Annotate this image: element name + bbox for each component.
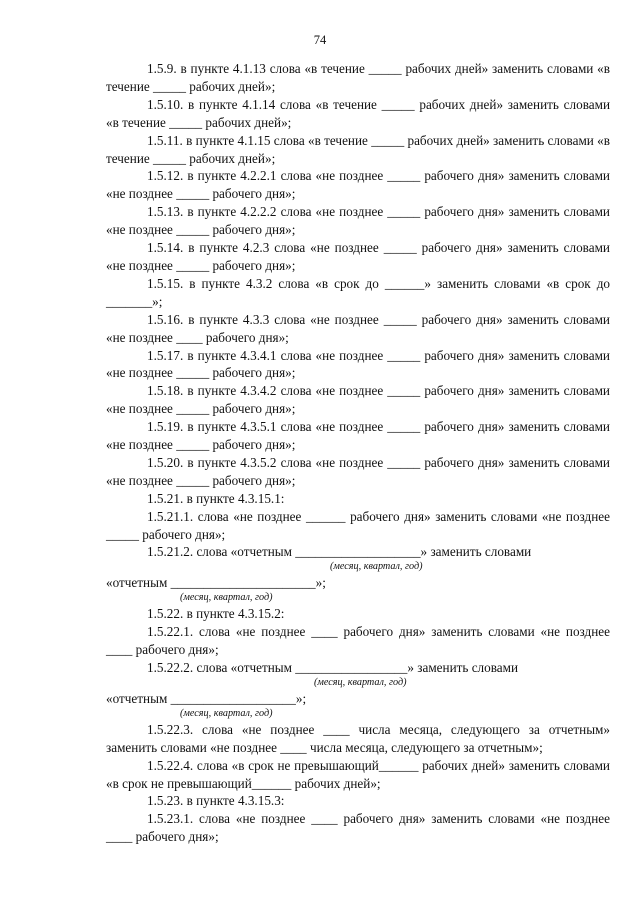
- paragraph-1-5-10: 1.5.10. в пункте 4.1.14 слова «в течение _____ рабочих дней» заменить словами «в течение _____ рабочих дней»;: [106, 96, 610, 130]
- hint-month-quarter-year: (месяц, квартал, год): [330, 561, 423, 573]
- paragraph-1-5-15: 1.5.15. в пункте 4.3.2 слова «в срок до ______» заменить словами «в срок до _______»;: [106, 275, 610, 309]
- paragraph-1-5-22-3: 1.5.22.3. слова «не позднее ____ числа месяца, следующего за отчетным» заменить словами «не позднее ____ числа месяца, следующего за отчетным»;: [106, 721, 610, 755]
- paragraph-1-5-16: 1.5.16. в пункте 4.3.3 слова «не позднее _____ рабочего дня» заменить словами «не позднее ____ рабочего дня»;: [106, 311, 610, 345]
- paragraph-1-5-19: 1.5.19. в пункте 4.3.5.1 слова «не позднее _____ рабочего дня» заменить словами «не позднее _____ рабочего дня»;: [106, 419, 610, 453]
- paragraph-1-5-20: 1.5.20. в пункте 4.3.5.2 слова «не позднее _____ рабочего дня» заменить словами «не позднее _____ рабочего дня»;: [106, 454, 610, 488]
- paragraph-1-5-21-2: 1.5.21.2. слова «отчетным ___________________» заменить словами: [147, 544, 532, 560]
- paragraph-1-5-11: 1.5.11. в пункте 4.1.15 слова «в течение _____ рабочих дней» заменить словами «в течение _____ рабочих дней»;: [106, 132, 610, 166]
- paragraph-1-5-14: 1.5.14. в пункте 4.2.3 слова «не позднее _____ рабочего дня» заменить словами «не позднее _____ рабочего дня»;: [106, 240, 610, 273]
- paragraph-1-5-22-1: 1.5.22.1. слова «не позднее ____ рабочего дня» заменить словами «не позднее ____ рабочего дня»;: [106, 624, 610, 658]
- paragraph-1-5-23-1: 1.5.23.1. слова «не позднее ____ рабочего дня» заменить словами «не позднее ____ рабочего дня»;: [106, 811, 610, 845]
- paragraph-1-5-21-1: 1.5.21.1. слова «не позднее ______ рабочего дня» заменить словами «не позднее _____ рабочего дня»;: [106, 508, 610, 542]
- otchetnym-line-2: «отчетным ___________________»;: [106, 690, 307, 706]
- paragraph-1-5-12: 1.5.12. в пункте 4.2.2.1 слова «не позднее _____ рабочего дня» заменить словами «не позднее _____ рабочего дня»;: [106, 168, 610, 202]
- paragraph-1-5-22-4: 1.5.22.4. слова «в срок не превышающий______ рабочих дней» заменить словами «в срок не превышающий______ рабочих дней»;: [106, 757, 610, 791]
- paragraph-1-5-18: 1.5.18. в пункте 4.3.4.2 слова «не позднее _____ рабочего дня» заменить словами «не позднее _____ рабочего дня»;: [106, 383, 610, 417]
- page-number: 74: [313, 33, 327, 47]
- document-body: [106, 60, 610, 846]
- paragraph-1-5-22-2: 1.5.22.2. слова «отчетным _________________» заменить словами: [147, 660, 519, 675]
- hint-month-quarter-year: (месяц, квартал, год): [180, 592, 273, 604]
- paragraph-1-5-23: 1.5.23. в пункте 4.3.15.3:: [147, 793, 285, 809]
- paragraph-1-5-21: 1.5.21. в пункте 4.3.15.1:: [147, 490, 285, 506]
- paragraph-1-5-9: 1.5.9. в пункте 4.1.13 слова «в течение _____ рабочих дней» заменить словами «в течение _____ рабочих дней»;: [106, 61, 610, 94]
- hint-month-quarter-year: (месяц, квартал, год): [314, 676, 407, 688]
- paragraph-1-5-17: 1.5.17. в пункте 4.3.4.1 слова «не позднее _____ рабочего дня» заменить словами «не позднее _____ рабочего дня»;: [106, 347, 610, 381]
- paragraph-1-5-22: 1.5.22. в пункте 4.3.15.2:: [147, 606, 285, 622]
- paragraph-1-5-13: 1.5.13. в пункте 4.2.2.2 слова «не позднее _____ рабочего дня» заменить словами «не позднее _____ рабочего дня»;: [106, 204, 610, 238]
- otchetnym-line-1: «отчетным ______________________»;: [106, 575, 326, 591]
- hint-month-quarter-year: (месяц, квартал, год): [180, 707, 273, 719]
